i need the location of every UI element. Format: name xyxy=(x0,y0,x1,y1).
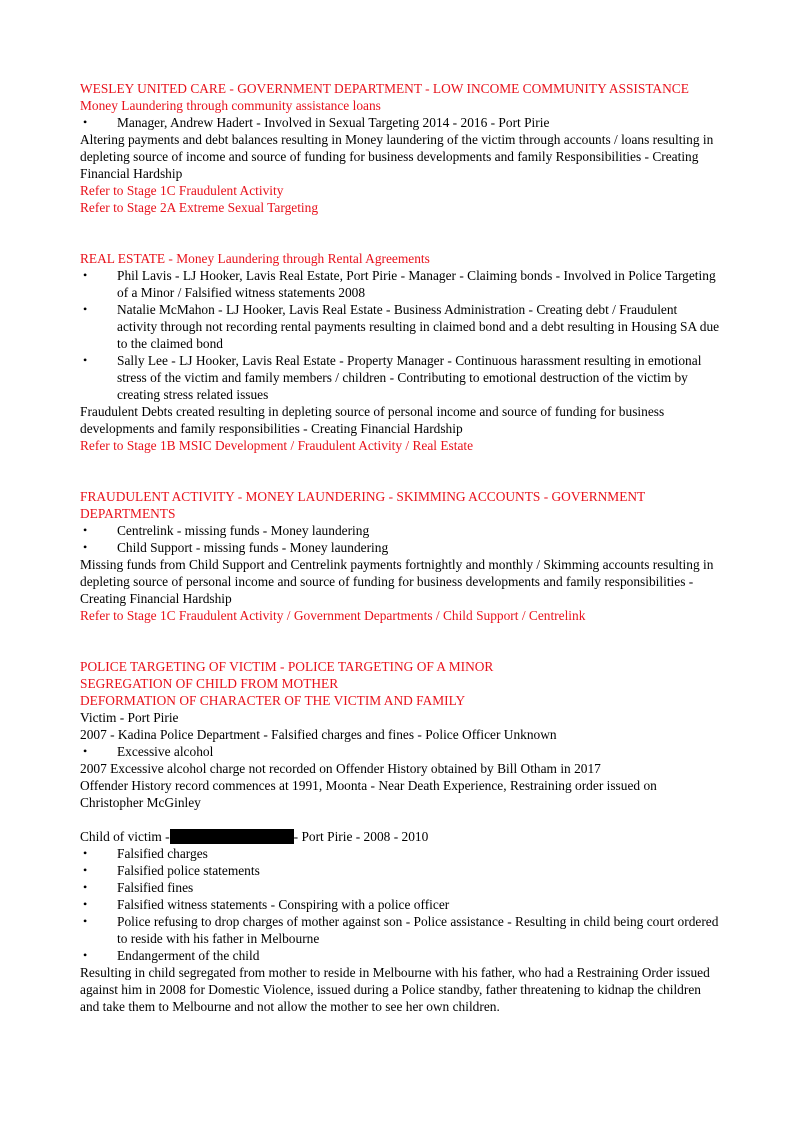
text-line: 2007 - Kadina Police Department - Falsified charges and fines - Police Officer Unknown xyxy=(80,727,557,742)
bullet-list xyxy=(80,743,720,760)
bullet-item: • Police refusing to drop charges of mother against son - Police assistance - Resulting in child being court ordered to reside with his father in Melbourne xyxy=(80,913,720,947)
bullet-list xyxy=(80,267,720,403)
bullet-item: • Phil Lavis - LJ Hooker, Lavis Real Estate, Port Pirie - Manager - Claiming bonds - Involved in Police Targeting of a Minor / Falsified witness statements 2008 xyxy=(80,267,720,301)
child-suffix: - Port Pirie - 2008 - 2010 xyxy=(293,829,429,844)
body-paragraph: Missing funds from Child Support and Centrelink payments fortnightly and monthly / Skimming accounts resulting in depleting source of personal income and source of funding for business developments and family responsibilities - Creating Financial Hardship xyxy=(80,557,714,606)
bullet-item: • Natalie McMahon - LJ Hooker, Lavis Real Estate - Business Administration - Creating debt / Fraudulent activity through not recording rental payments resulting in claimed bond and a debt resulting in Housing SA due to the claimed bond xyxy=(80,301,720,352)
bullet-item: • Centrelink - missing funds - Money laundering xyxy=(80,522,720,539)
body-paragraph: Resulting in child segregated from mother to reside in Melbourne with his father, who had a Restraining Order issued against him in 2008 for Domestic Violence, issued during a Police standby, father threatening to kidnap the children and take them to Melbourne and not allow the mother to see her own children. xyxy=(80,965,710,1014)
bullet-item: • Excessive alcohol xyxy=(80,743,720,760)
section-police-targeting xyxy=(80,658,720,1015)
section-subheading: Money Laundering through community assistance loans xyxy=(80,98,381,113)
section-wesley xyxy=(80,80,720,216)
redaction-box xyxy=(170,829,294,844)
section-fraudulent-activity xyxy=(80,488,720,624)
body-paragraph: Offender History record commences at 1991, Moonta - Near Death Experience, Restraining order issued on Christopher McGinley xyxy=(80,778,657,810)
reference-line: Refer to Stage 1C Fraudulent Activity xyxy=(80,183,284,198)
bullet-list xyxy=(80,845,720,964)
section-heading: DEFORMATION OF CHARACTER OF THE VICTIM AND FAMILY xyxy=(80,693,466,708)
bullet-item: • Child Support - missing funds - Money laundering xyxy=(80,539,720,556)
reference-line: Refer to Stage 2A Extreme Sexual Targeting xyxy=(80,200,319,215)
bullet-item: • Falsified police statements xyxy=(80,862,720,879)
bullet-item: • Sally Lee - LJ Hooker, Lavis Real Estate - Property Manager - Continuous harassment resulting in emotional stress of the victim and family members / children - Contributing to emotional destruction of the victim by creating stress related issues xyxy=(80,352,720,403)
section-real-estate xyxy=(80,250,720,454)
reference-line: Refer to Stage 1C Fraudulent Activity / Government Departments / Child Support / Centrelink xyxy=(80,608,586,623)
bullet-item: • Falsified fines xyxy=(80,879,720,896)
reference-line: Refer to Stage 1B MSIC Development / Fraudulent Activity / Real Estate xyxy=(80,438,474,453)
body-paragraph: Fraudulent Debts created resulting in depleting source of personal income and source of funding for business developments and family responsibilities - Creating Financial Hardship xyxy=(80,404,665,436)
bullet-item: • Falsified charges xyxy=(80,845,720,862)
section-heading: REAL ESTATE - Money Laundering through Rental Agreements xyxy=(80,251,430,266)
section-heading: SEGREGATION OF CHILD FROM MOTHER xyxy=(80,676,339,691)
child-of-victim-line xyxy=(80,828,720,845)
section-heading: POLICE TARGETING OF VICTIM - POLICE TARGETING OF A MINOR xyxy=(80,659,494,674)
body-paragraph: 2007 Excessive alcohol charge not recorded on Offender History obtained by Bill Otham in 2017 xyxy=(80,761,601,776)
bullet-item: • Endangerment of the child xyxy=(80,947,720,964)
section-heading: WESLEY UNITED CARE - GOVERNMENT DEPARTMENT - LOW INCOME COMMUNITY ASSISTANCE xyxy=(80,81,689,96)
bullet-item: • Falsified witness statements - Conspiring with a police officer xyxy=(80,896,720,913)
document-page xyxy=(80,80,720,1015)
bullet-item: • Manager, Andrew Hadert - Involved in Sexual Targeting 2014 - 2016 - Port Pirie xyxy=(80,114,720,131)
child-prefix: Child of victim - xyxy=(80,829,170,844)
section-heading: FRAUDULENT ACTIVITY - MONEY LAUNDERING - SKIMMING ACCOUNTS - GOVERNMENT DEPARTMENTS xyxy=(80,489,645,521)
bullet-list xyxy=(80,522,720,556)
text-line: Victim - Port Pirie xyxy=(80,710,179,725)
bullet-list xyxy=(80,114,720,131)
body-paragraph: Altering payments and debt balances resulting in Money laundering of the victim through accounts / loans resulting in depleting source of income and source of funding for business developments and family Responsibilities - Creating Financial Hardship xyxy=(80,132,714,181)
